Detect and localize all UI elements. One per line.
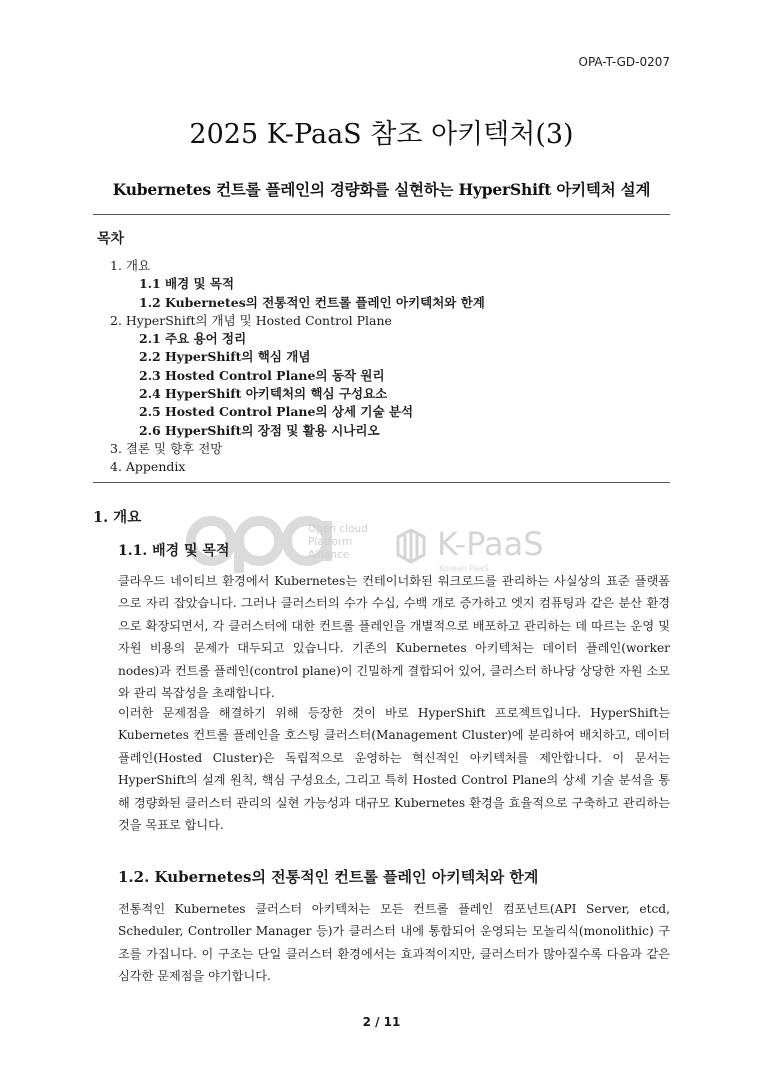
toc-entry [95,330,670,348]
toc-title: 목차 [97,231,125,247]
toc-entry [95,385,670,403]
page-number: 2 / 11 [362,1015,401,1029]
opa-caption-line-2: Platform [308,536,353,548]
kpaas-cube-icon [398,530,424,562]
toc-entry [95,275,670,293]
toc-entry-text: 1. 개요 [110,258,151,273]
toc-entry-number: 1.2 [139,294,161,310]
toc-entry-text: 배경 및 목적 [165,276,235,292]
toc-entry-text: 주요 용어 정리 [165,331,247,347]
document-id: OPA-T-GD-0207 [578,55,670,69]
opa-caption-line-1: Open cloud [308,523,368,535]
toc-entry-number: 2.2 [139,349,161,365]
opa-caption-line-3: Alliance [308,549,350,561]
divider-bottom [93,482,670,483]
toc-entry-text: Hosted Control Plane의 동작 원리 [165,367,385,383]
toc-entry-number: 2.4 [139,386,161,402]
toc-entry-number: 2.3 [139,367,161,383]
document-subtitle: Kubernetes 컨트롤 플레인의 경량화를 실현하는 HyperShift 아키텍처 설계 [112,180,651,199]
toc-list [95,257,670,477]
section-1-1-heading: 1.1. 배경 및 목적 [118,543,230,559]
section-1-1-paragraph-1: 클라우드 네이티브 환경에서 Kubernetes는 컨테이너화된 워크로드를 관리하는 사실상의 표준 플랫폼으로 자리 잡았습니다. 그러나 클러스터의 수가 수십, 수백 개로 증가하고 엣지 컴퓨팅과 같은 분산 환경으로 확장되면서, 각 클러스터에 대한 컨트롤 플레인을 개별적으로 배포하고 관리하는 데 따르는 운영 및 자원 비용의 문제가 대두되고 있습니다. 기존의 Kubernetes 아키텍처는 데이터 플레인(worker nodes)과 컨트롤 플레인(control plane)이 긴밀하게 결합되어 있어, 클러스터 하나당 상당한 자원 소모와 관리 복잡성을 초래합니다. [118,574,670,701]
toc-entry [95,458,670,476]
section-1-heading: 1. 개요 [93,509,142,526]
divider-top [93,214,670,215]
toc-entry-text: HyperShift의 핵심 개념 [165,349,311,365]
kpaas-logo-text: K-PaaS [437,525,544,563]
toc-entry-number: 2.5 [139,404,161,420]
toc-entry-text: 4. Appendix [110,459,186,475]
toc-entry-text: 3. 결론 및 향후 전망 [110,440,223,456]
toc-entry-text: HyperShift의 장점 및 활용 시나리오 [165,422,380,438]
watermark-logos [183,515,603,575]
toc-entry [95,312,670,330]
toc-entry [95,440,670,458]
toc-entry-text: Hosted Control Plane의 상세 기술 분석 [165,404,414,420]
toc-entry-number: 2.6 [139,422,161,438]
toc-entry-number: 2.1 [139,331,161,347]
section-1-1-paragraph-2: 이러한 문제점을 해결하기 위해 등장한 것이 바로 HyperShift 프로젝트입니다. HyperShift는 Kubernetes 컨트롤 플레인을 호스팅 클러스터(Management Cluster)에 분리하여 배치하고, 데이터 플레인(Hosted Cluster)은 독립적으로 운영하는 혁신적인 아키텍처를 제안합니다. 이 문서는 HyperShift의 설계 원칙, 핵심 구성요소, 그리고 특히 Hosted Control Plane의 상세 기술 분석을 통해 경량화된 클러스터 관리의 실현 가능성과 대규모 Kubernetes 환경을 효율적으로 구축하고 관리하는 것을 목표로 합니다. [118,706,670,833]
toc-entry [95,367,670,385]
toc-entry-number: 1.1 [139,276,161,292]
section-1-2-heading: 1.2. Kubernetes의 전통적인 컨트롤 플레인 아키텍처와 한계 [118,868,539,886]
section-1-2-paragraph-1: 전통적인 Kubernetes 클러스터 아키텍처는 모든 컨트롤 플레인 컴포넌트(API Server, etcd, Scheduler, Controller Manager 등)가 클러스터 내에 통합되어 운영되는 모놀리식(monolithic) 구조를 가집니다. 이 구조는 단일 클러스터 환경에서는 효과적이지만, 클러스터가 많아질수록 다음과 같은 심각한 문제점을 야기합니다. [118,902,670,984]
document-title: 2025 K-PaaS 참조 아키텍처(3) [189,119,574,150]
toc-entry [95,348,670,366]
table-of-contents [95,228,670,477]
kpaas-caption: Korean PaaS [439,564,489,573]
toc-entry [95,422,670,440]
toc-entry-text: Kubernetes의 전통적인 컨트롤 플레인 아키텍처와 한계 [165,294,485,310]
toc-entry [95,294,670,312]
toc-entry [95,257,670,275]
toc-entry-text: HyperShift 아키텍처의 핵심 구성요소 [165,386,388,402]
toc-entry [95,403,670,421]
toc-entry-text: 2. HyperShift의 개념 및 Hosted Control Plane [110,312,392,328]
